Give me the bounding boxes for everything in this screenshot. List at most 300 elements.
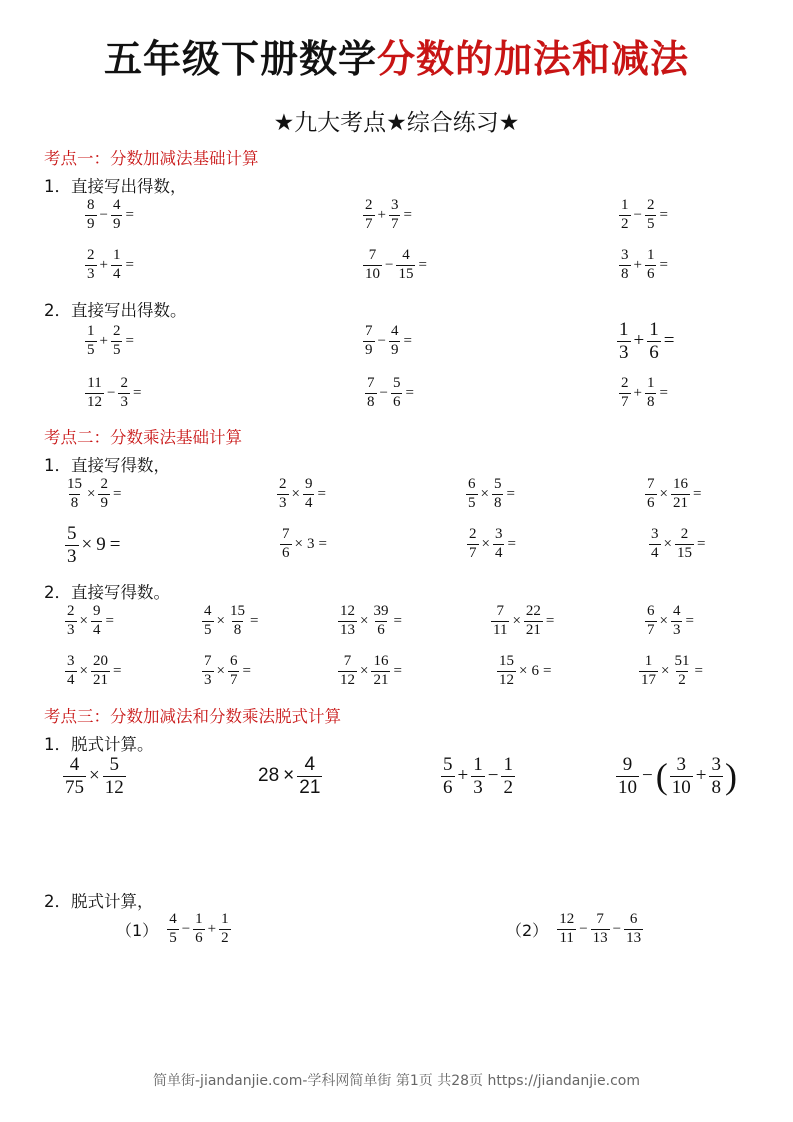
fraction: [624, 912, 643, 947]
numerator: 4: [69, 754, 80, 775]
denominator: 21: [299, 776, 321, 798]
numerator: 2: [120, 375, 128, 391]
number: 9: [96, 534, 106, 556]
operator: =: [405, 384, 414, 401]
denominator: 15: [398, 265, 414, 282]
expression: [256, 755, 323, 798]
operator: =: [694, 662, 703, 679]
numerator: 12: [559, 911, 575, 927]
fraction: [338, 654, 357, 689]
fraction: [228, 604, 247, 639]
fraction: [65, 477, 84, 512]
fraction: [645, 376, 657, 411]
numerator: 5: [493, 476, 502, 492]
fraction: [639, 654, 658, 689]
expression: [616, 320, 676, 363]
denominator: 9: [112, 215, 121, 232]
fraction: [645, 477, 657, 512]
denominator: 15: [676, 544, 692, 561]
fraction: [675, 527, 694, 562]
numerator: 4: [402, 247, 410, 263]
expression: [84, 376, 143, 411]
operator: ×: [283, 765, 295, 787]
fraction: [467, 527, 479, 562]
operator: −: [99, 206, 108, 223]
numerator: 9: [622, 754, 633, 775]
numerator: 2: [87, 247, 95, 263]
expression: [279, 527, 329, 562]
fraction: [111, 248, 123, 283]
fraction: [396, 248, 415, 283]
number: 3: [306, 535, 315, 552]
operator: =: [663, 330, 675, 352]
numerator: 8: [87, 197, 95, 213]
numerator: 2: [112, 323, 121, 339]
denominator: 8: [711, 776, 721, 798]
section-1-question-2: 2．直接写出得数。: [44, 301, 187, 320]
operator: ×: [294, 535, 303, 552]
numerator: 1: [112, 247, 121, 263]
numerator: 2: [646, 197, 655, 213]
operator: +: [377, 206, 386, 223]
denominator: 3: [67, 545, 77, 567]
denominator: 8: [367, 393, 375, 410]
denominator: 17: [641, 671, 656, 688]
numerator: 7: [496, 603, 504, 619]
denominator: 3: [279, 494, 287, 511]
numerator: 3: [390, 197, 399, 213]
fraction: [557, 912, 576, 947]
number: 6: [531, 662, 539, 679]
denominator: 5: [204, 621, 212, 638]
numerator: 1: [644, 653, 653, 669]
operator: ×: [661, 662, 670, 679]
fraction: [391, 376, 403, 411]
operator: +: [457, 765, 469, 787]
item-label-1: （1）: [116, 920, 159, 940]
numerator: 7: [368, 247, 377, 263]
fraction: [647, 320, 661, 363]
denominator: 12: [104, 776, 124, 798]
denominator: 9: [390, 341, 399, 358]
section-3-question-1: 1．脱式计算。: [44, 735, 154, 754]
fraction: [363, 248, 382, 283]
denominator: 2: [221, 929, 229, 946]
fraction: [111, 324, 123, 359]
operator: −: [385, 256, 394, 273]
numerator: 3: [711, 754, 721, 775]
fraction: [365, 376, 377, 411]
denominator: 7: [365, 215, 373, 232]
operator: =: [393, 612, 402, 629]
fraction: [280, 527, 292, 562]
operator: ×: [216, 612, 225, 629]
denominator: 2: [503, 776, 513, 798]
expression: [465, 477, 517, 512]
denominator: 21: [92, 671, 108, 688]
denominator: 10: [365, 265, 380, 282]
denominator: 6: [392, 393, 401, 410]
denominator: 3: [473, 776, 483, 798]
numerator: 2: [680, 526, 689, 542]
fraction: [219, 912, 231, 947]
operator: ×: [481, 535, 490, 552]
operator: =: [132, 384, 142, 401]
expression: [84, 198, 136, 233]
expression: [556, 912, 644, 947]
denominator: 9: [87, 215, 95, 232]
operator: ×: [79, 662, 88, 679]
fraction: [371, 604, 390, 639]
numerator: 6: [229, 653, 238, 669]
expression: [638, 654, 705, 689]
denominator: 7: [621, 393, 629, 410]
numerator: 51: [674, 653, 690, 669]
fraction: [193, 912, 205, 947]
number: 28: [258, 765, 280, 787]
numerator: 5: [67, 523, 77, 544]
numerator: 2: [365, 197, 373, 213]
denominator: 8: [233, 621, 242, 638]
operator: ×: [360, 662, 369, 679]
fraction: [363, 324, 375, 359]
expression: [64, 524, 122, 567]
operator: =: [659, 206, 668, 223]
expression: [644, 604, 696, 639]
denominator: 6: [646, 265, 655, 282]
fraction: [672, 654, 691, 689]
operator: ×: [512, 612, 521, 629]
fraction: [277, 477, 289, 512]
numerator: 9: [92, 603, 101, 619]
numerator: 12: [340, 603, 355, 619]
expression: [364, 376, 416, 411]
fraction: [619, 198, 631, 233]
denominator: 5: [646, 215, 655, 232]
fraction: [617, 320, 631, 363]
numerator: 7: [596, 911, 604, 927]
denominator: 13: [626, 929, 642, 946]
numerator: 7: [367, 375, 375, 391]
numerator: 2: [621, 375, 629, 391]
fraction: [671, 604, 683, 639]
fraction: [167, 912, 179, 947]
fraction: [389, 324, 401, 359]
fraction: [492, 477, 504, 512]
expression: [166, 912, 231, 947]
operator: −: [642, 765, 653, 787]
numerator: 9: [304, 476, 313, 492]
denominator: 5: [169, 929, 177, 946]
expression: [496, 654, 553, 689]
fraction: [91, 654, 110, 689]
numerator: 2: [100, 476, 108, 492]
expression: [615, 755, 738, 798]
fraction: [466, 477, 478, 512]
operator: −: [107, 384, 116, 401]
operator: +: [695, 765, 707, 787]
numerator: 1: [87, 323, 95, 339]
numerator: 7: [365, 323, 373, 339]
expression-row-1: [116, 912, 232, 947]
numerator: 1: [221, 911, 229, 927]
numerator: 2: [469, 526, 477, 542]
expression: [276, 477, 328, 512]
denominator: 6: [649, 341, 659, 363]
expression: [644, 477, 703, 512]
denominator: 9: [100, 494, 108, 511]
fraction: [645, 248, 657, 283]
fraction: [85, 324, 97, 359]
operator: =: [659, 384, 668, 401]
expression: [362, 324, 414, 359]
denominator: 3: [67, 621, 75, 638]
section-2-heading: 考点二：分数乘法基础计算: [44, 428, 242, 447]
operator: =: [507, 535, 516, 552]
expression: [648, 527, 707, 562]
denominator: 7: [469, 544, 477, 561]
fraction: [497, 654, 516, 689]
operator: =: [403, 206, 412, 223]
expression: [64, 477, 123, 512]
numerator: 4: [169, 911, 177, 927]
fraction: [65, 604, 77, 639]
operator: =: [125, 332, 134, 349]
operator: =: [692, 485, 702, 502]
expression: [201, 604, 260, 639]
numerator: 39: [373, 603, 389, 619]
operator: −: [633, 206, 642, 223]
expression: [362, 248, 429, 283]
page-footer: 简单街-jiandanjie.com-学科网简单街 第1页 共28页 https://jiandanjie.com: [153, 1073, 640, 1089]
denominator: 5: [87, 341, 95, 358]
fraction: [645, 198, 657, 233]
operator: =: [105, 612, 114, 629]
numerator: 4: [672, 603, 681, 619]
numerator: 6: [629, 911, 638, 927]
denominator: 2: [621, 215, 629, 232]
fraction: [501, 755, 515, 798]
numerator: 15: [229, 603, 245, 619]
fraction: [616, 755, 639, 798]
fraction: [524, 604, 543, 639]
parenthesis: ): [724, 756, 737, 797]
denominator: 9: [365, 341, 373, 358]
numerator: 7: [282, 526, 290, 542]
numerator: 1: [503, 754, 513, 775]
fraction: [63, 755, 86, 798]
denominator: 4: [304, 494, 313, 511]
numerator: 7: [204, 653, 212, 669]
operator: ×: [480, 485, 489, 502]
numerator: 1: [473, 754, 483, 775]
operator: =: [112, 485, 122, 502]
operator: −: [181, 920, 191, 937]
operator: =: [112, 662, 122, 679]
numerator: 7: [343, 653, 352, 669]
numerator: 2: [279, 476, 287, 492]
fraction: [338, 604, 357, 639]
denominator: 7: [647, 621, 655, 638]
fraction: [671, 477, 690, 512]
title-main: 五年级下册数学: [103, 37, 377, 81]
numerator: 15: [499, 653, 514, 669]
numerator: 3: [494, 526, 503, 542]
denominator: 3: [204, 671, 212, 688]
fraction: [363, 198, 375, 233]
denominator: 8: [70, 494, 79, 511]
denominator: 4: [67, 671, 75, 688]
denominator: 6: [443, 776, 453, 798]
denominator: 11: [493, 621, 508, 638]
fraction: [111, 198, 123, 233]
fraction: [118, 376, 130, 411]
section-1-question-1: 1．直接写出得数，: [44, 177, 187, 196]
item-label-2: （2）: [506, 920, 549, 940]
operator: −: [377, 332, 386, 349]
section-3-question-2: 2．脱式计算，: [44, 892, 154, 911]
fraction: [493, 527, 505, 562]
operator: ×: [291, 485, 300, 502]
denominator: 3: [120, 393, 128, 410]
section-3-heading: 考点三：分数加减法和分数乘法脱式计算: [44, 707, 341, 726]
denominator: 5: [112, 341, 121, 358]
expression: [440, 755, 516, 798]
denominator: 7: [229, 671, 238, 688]
parenthesis: (: [655, 756, 668, 797]
page-subtitle: ★九大考点★综合练习★: [273, 110, 520, 136]
denominator: 10: [618, 776, 637, 798]
operator: ×: [659, 612, 668, 629]
fraction: [303, 477, 315, 512]
denominator: 12: [87, 393, 102, 410]
operator: =: [418, 256, 427, 273]
operator: ×: [87, 485, 96, 502]
operator: −: [487, 765, 499, 787]
operator: =: [317, 485, 326, 502]
numerator: 3: [676, 754, 686, 775]
fraction: [619, 376, 631, 411]
numerator: 6: [647, 603, 655, 619]
numerator: 1: [619, 319, 629, 340]
fraction: [619, 248, 631, 283]
denominator: 3: [619, 341, 629, 363]
operator: +: [633, 384, 642, 401]
operator: ×: [360, 612, 369, 629]
operator: =: [696, 535, 706, 552]
numerator: 3: [621, 247, 629, 263]
operator: +: [99, 332, 108, 349]
expression: [466, 527, 518, 562]
expression: [62, 755, 127, 798]
operator: ×: [216, 662, 225, 679]
page-title: [0, 28, 793, 83]
operator: ×: [659, 485, 668, 502]
denominator: 8: [646, 393, 655, 410]
denominator: 2: [678, 671, 686, 688]
denominator: 4: [651, 544, 659, 561]
fraction: [85, 198, 97, 233]
denominator: 4: [92, 621, 101, 638]
numerator: 16: [373, 653, 389, 669]
expression: [362, 198, 414, 233]
denominator: 7: [390, 215, 399, 232]
numerator: 4: [304, 754, 316, 775]
expression: [618, 248, 670, 283]
operator: =: [242, 662, 251, 679]
numerator: 15: [67, 476, 82, 492]
numerator: 11: [87, 375, 102, 391]
numerator: 1: [649, 319, 659, 340]
operator: =: [109, 534, 121, 556]
operator: =: [249, 612, 259, 629]
operator: −: [612, 920, 622, 937]
denominator: 4: [494, 544, 503, 561]
section-2-question-2: 2．直接写得数。: [44, 583, 170, 602]
fraction: [297, 755, 322, 798]
fraction: [98, 477, 110, 512]
numerator: 4: [390, 323, 399, 339]
fraction: [91, 604, 103, 639]
denominator: 13: [340, 621, 355, 638]
denominator: 8: [493, 494, 502, 511]
denominator: 6: [195, 929, 203, 946]
denominator: 21: [672, 494, 688, 511]
fraction: [103, 755, 126, 798]
numerator: 20: [92, 653, 108, 669]
operator: =: [545, 612, 555, 629]
operator: =: [506, 485, 515, 502]
fraction: [85, 376, 104, 411]
numerator: 1: [646, 247, 655, 263]
denominator: 12: [340, 671, 355, 688]
fraction: [202, 654, 214, 689]
expression: [64, 604, 116, 639]
numerator: 4: [204, 603, 212, 619]
denominator: 12: [499, 671, 514, 688]
operator: ×: [663, 535, 672, 552]
denominator: 3: [87, 265, 95, 282]
section-2-question-1: 1．直接写得数，: [44, 456, 170, 475]
denominator: 6: [282, 544, 290, 561]
fraction: [441, 755, 455, 798]
denominator: 21: [373, 671, 389, 688]
denominator: 3: [672, 621, 681, 638]
denominator: 8: [621, 265, 629, 282]
section-1-heading: 考点一：分数加减法基础计算: [44, 149, 259, 168]
operator: ×: [81, 534, 93, 556]
numerator: 6: [468, 476, 476, 492]
operator: +: [633, 330, 645, 352]
fraction: [471, 755, 485, 798]
numerator: 1: [646, 375, 655, 391]
fraction: [202, 604, 214, 639]
denominator: 13: [592, 929, 608, 946]
operator: −: [579, 920, 588, 937]
numerator: 5: [392, 375, 401, 391]
expression: [337, 654, 404, 689]
operator: =: [125, 256, 134, 273]
operator: =: [125, 206, 134, 223]
denominator: 21: [525, 621, 541, 638]
denominator: 6: [647, 494, 655, 511]
numerator: 2: [67, 603, 75, 619]
operator: +: [207, 920, 217, 937]
denominator: 6: [377, 621, 385, 638]
fraction: [65, 524, 79, 567]
denominator: 4: [112, 265, 121, 282]
fraction: [649, 527, 661, 562]
